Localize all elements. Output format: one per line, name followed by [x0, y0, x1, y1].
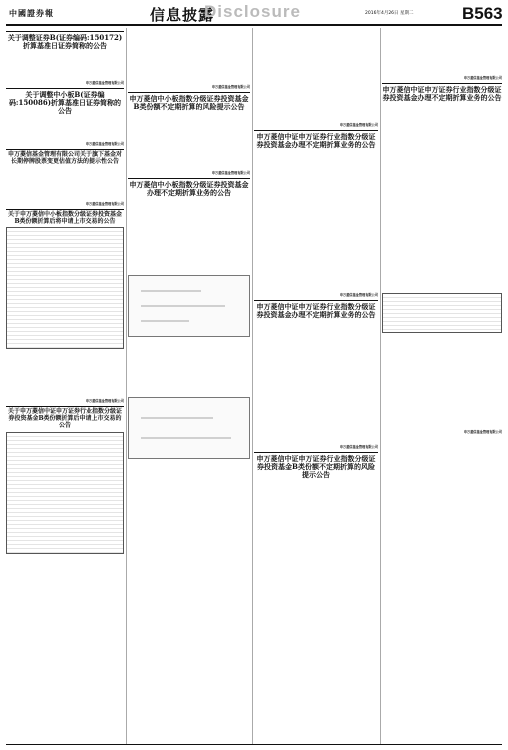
column-3 [254, 28, 378, 744]
signature: 申万菱信基金管理有限公司 [85, 201, 124, 206]
signature: 申万菱信基金管理有限公司 [85, 81, 124, 86]
body-text [6, 52, 124, 56]
signature: 申万菱信基金管理有限公司 [85, 141, 124, 146]
announcement-heading: 关于申万菱信中小板指数分级证券投资基金B类份额折算后将申请上市交易的公告 [7, 210, 122, 225]
data-table [382, 293, 502, 333]
column-1 [6, 28, 124, 744]
signature: 申万菱信基金管理有限公司 [211, 85, 250, 90]
newspaper-name: 中國證券報 [9, 9, 54, 18]
announcement-heading: 关于调整证券B(证券编码:150172)折算基准日证券简称的公告 [7, 33, 123, 51]
signature: 申万菱信基金管理有限公司 [463, 430, 502, 435]
announcement-heading: 申万菱信中小板指数分级证券投资基金办理不定期折算业务的公告 [129, 179, 249, 198]
announcement-heading: 关于调整中小板B(证券编码:150086)折算基准日证券简称的公告 [6, 88, 124, 115]
footer-rule [6, 744, 502, 745]
signature: 申万菱信基金管理有限公司 [339, 444, 378, 449]
announcement-heading: 申万菱信中小板指数分级证券投资基金B类份额不定期折算的风险提示公告 [129, 94, 249, 112]
signature: 申万菱信基金管理有限公司 [211, 170, 250, 175]
formula-figure-graphic [129, 276, 249, 336]
data-table [6, 227, 124, 349]
column-2 [128, 28, 250, 744]
announcement-heading: 申万菱信中证申万证券行业指数分级证券投资基金办理不定期折算业务的公告 [254, 300, 378, 319]
signature: 申万菱信基金管理有限公司 [339, 123, 378, 128]
column-divider [380, 28, 381, 744]
announcement-heading: 申万菱信基金管理有限公司关于旗下基金对长期停牌股票变更估值方法的提示性公告 [7, 150, 122, 165]
announcement-heading: 申万菱信中证申万证券行业指数分级证券投资基金B类份额不定期折算的风险提示公告 [254, 452, 378, 479]
announcement-heading: 关于申万菱信中证申万证券行业指数分级证券投资基金B类份额折算后申请上市交易的公告 [7, 408, 122, 430]
signature: 申万菱信基金管理有限公司 [463, 76, 502, 81]
masthead-rule [6, 24, 502, 26]
announcement-heading: 申万菱信中证申万证券行业指数分级证券投资基金办理不定期折算业务的公告 [382, 85, 502, 103]
column-divider [252, 28, 253, 744]
section-title: 信息披露 [150, 6, 215, 24]
issue-date: 2016年4月26日 星期二 [365, 11, 414, 16]
column-divider [126, 28, 127, 744]
masthead [0, 0, 508, 26]
section-title-english: Disclosure [204, 2, 301, 21]
page-number: B563 [462, 4, 503, 23]
formula-figure [128, 275, 250, 337]
announcement-heading: 申万菱信中证申万证券行业指数分级证券投资基金办理不定期折算业务的公告 [254, 130, 378, 149]
formula-figure-graphic [129, 398, 249, 458]
signature: 申万菱信基金管理有限公司 [85, 399, 124, 404]
data-table [6, 432, 124, 554]
formula-figure [128, 397, 250, 459]
column-4 [382, 28, 502, 744]
signature: 申万菱信基金管理有限公司 [339, 293, 378, 298]
